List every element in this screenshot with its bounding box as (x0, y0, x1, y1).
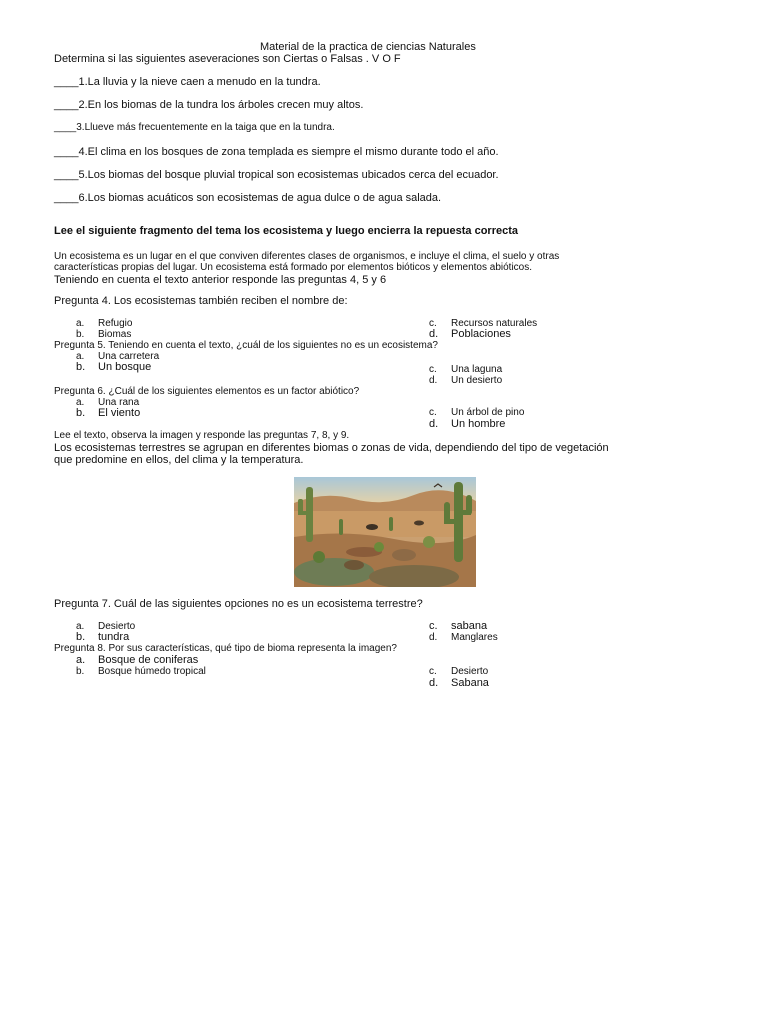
tf-item-2: ____2.En los biomas de la tundra los árboles crecen muy altos. (54, 99, 364, 111)
q7-option-d: d. Manglares (429, 632, 498, 643)
q7-option-c: c. sabana (429, 620, 488, 632)
desert-illustration (294, 477, 476, 587)
tf-item-6: ____6.Los biomas acuáticos son ecosistemas de agua dulce o de agua salada. (54, 192, 442, 204)
q8-option-d: d. Sabana (429, 677, 489, 689)
tf-item-4: ____4.El clima en los bosques de zona templada es siempre el mismo durante todo el año. (54, 146, 499, 158)
q6-option-b: b. El viento (76, 407, 141, 419)
passage-2-line-1: Los ecosistemas terrestres se agrupan en diferentes biomas o zonas de vida, dependiendo del tipo de vegetación (54, 442, 609, 454)
q7-option-b: b. tundra (76, 631, 130, 643)
tf-item-3: ____3.Llueve más frecuentemente en la taiga que en la tundra. (54, 122, 335, 133)
q6-option-c: c. Un árbol de pino (429, 407, 525, 418)
q6-option-a: a. Una rana (76, 397, 140, 408)
passage-line-1: Un ecosistema es un lugar en el que conviven diferentes clases de organismos, e incluye el clima, el suelo y otras (54, 251, 560, 262)
question-4: Pregunta 4. Los ecosistemas también reciben el nombre de: (54, 295, 348, 307)
q5-option-b: b. Un bosque (76, 361, 152, 373)
q4-option-d: d. Poblaciones (429, 328, 511, 340)
question-8: Pregunta 8. Por sus características, qué tipo de bioma representa la imagen? (54, 643, 397, 654)
q8-option-c: c. Desierto (429, 666, 489, 677)
q8-option-b: b. Bosque húmedo tropical (76, 666, 206, 677)
passage-2-line-2: que predomine en ellos, del clima y la temperatura. (54, 454, 304, 466)
q4-option-b: b. Biomas (76, 329, 132, 340)
section-heading: Lee el siguiente fragmento del tema los ecosistema y luego encierra la repuesta correcta (54, 225, 519, 237)
question-6: Pregunta 6. ¿Cuál de los siguientes elementos es un factor abiótico? (54, 386, 360, 397)
question-7: Pregunta 7. Cuál de las siguientes opciones no es un ecosistema terrestre? (54, 598, 423, 610)
q4-option-c: c. Recursos naturales (429, 318, 538, 329)
passage-line-2: características propias del lugar. Un ecosistema está formado por elementos bióticos y elementos abióticos. (54, 262, 533, 273)
q6-option-d: d. Un hombre (429, 418, 506, 430)
passage-2-intro: Lee el texto, observa la imagen y responde las preguntas 7, 8, y 9. (54, 430, 350, 441)
q5-option-c: c. Una laguna (429, 364, 503, 375)
document-title: Material de la practica de ciencias Naturales (260, 41, 476, 53)
tf-item-1: ____1.La lluvia y la nieve caen a menudo en la tundra. (54, 76, 321, 88)
q7-option-a: a. Desierto (76, 621, 136, 632)
question-5: Pregunta 5. Teniendo en cuenta el texto, ¿cuál de los siguientes no es un ecosistema? (54, 340, 438, 351)
q8-option-a: a. Bosque de coniferas (76, 654, 199, 666)
true-false-instruction: Determina si las siguientes aseveraciones son Ciertas o Falsas . V O F (54, 53, 401, 65)
tf-item-5: ____5.Los biomas del bosque pluvial tropical son ecosistemas ubicados cerca del ecuador. (54, 169, 499, 181)
passage-line-3: Teniendo en cuenta el texto anterior responde las preguntas 4, 5 y 6 (54, 274, 387, 286)
q4-option-a: a. Refugio (76, 318, 133, 329)
q5-option-d: d. Un desierto (429, 375, 503, 386)
q5-option-a: a. Una carretera (76, 351, 160, 362)
